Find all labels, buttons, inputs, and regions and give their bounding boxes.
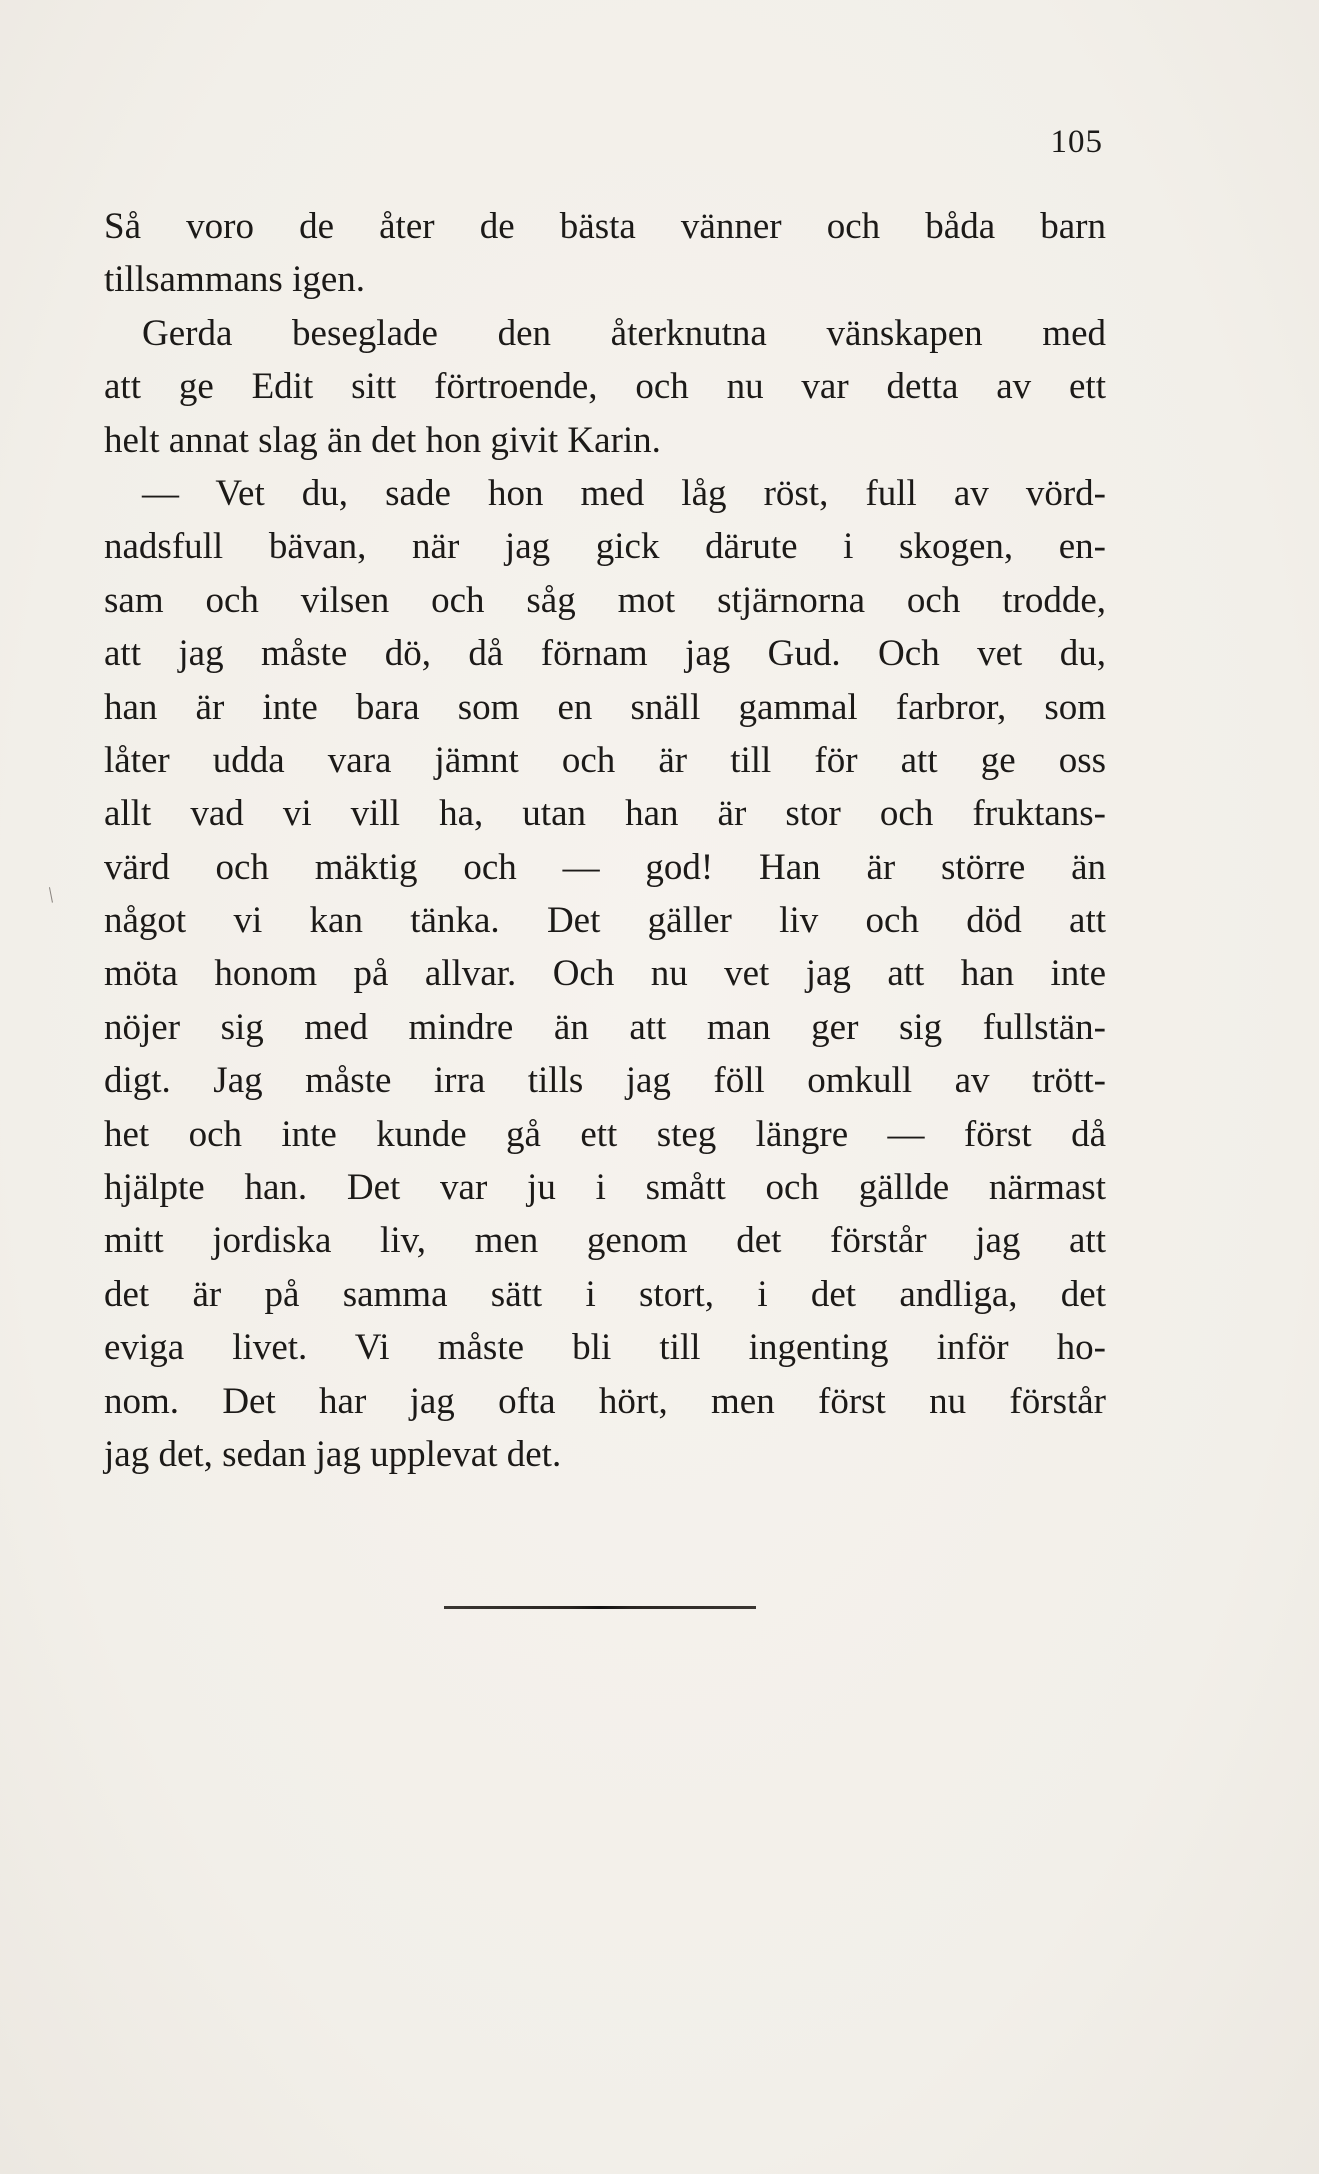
page-number: 105 xyxy=(1050,124,1103,160)
text-line: låter udda vara jämnt och är till för att ge oss xyxy=(104,739,1106,781)
text-line: det är på samma sätt i stort, i det andliga, det xyxy=(104,1273,1106,1315)
text-line: sam och vilsen och såg mot stjärnorna och trodde, xyxy=(104,579,1106,621)
text-line: helt annat slag än det hon givit Karin. xyxy=(104,419,661,461)
text-line: hjälpte han. Det var ju i smått och gällde närmast xyxy=(104,1167,1106,1209)
text-line: digt. Jag måste irra tills jag föll omkull av trött- xyxy=(104,1060,1106,1102)
chapter-end-rule xyxy=(444,1606,756,1609)
text-line: nöjer sig med mindre än att man ger sig fullstän- xyxy=(104,1006,1106,1048)
text-line: — Vet du, sade hon med låg röst, full av vörd- xyxy=(142,472,1106,514)
text-line: värd och mäktig och — god! Han är större än xyxy=(104,846,1106,888)
text-line: att jag måste dö, då förnam jag Gud. Och vet du, xyxy=(104,633,1106,675)
text-line: något vi kan tänka. Det gäller liv och död att xyxy=(104,900,1106,942)
text-line: möta honom på allvar. Och nu vet jag att han inte xyxy=(104,953,1106,995)
text-line: het och inte kunde gå ett steg längre — först då xyxy=(104,1113,1106,1155)
text-line: allt vad vi vill ha, utan han är stor och fruktans- xyxy=(104,793,1106,835)
text-line: nom. Det har jag ofta hört, men först nu förstår xyxy=(104,1380,1106,1422)
body-text xyxy=(104,200,1106,1481)
text-line: tillsammans igen. xyxy=(104,259,366,301)
margin-stray-mark: / xyxy=(41,882,60,907)
text-line: mitt jordiska liv, men genom det förstår jag att xyxy=(104,1220,1106,1262)
text-line: jag det, sedan jag upplevat det. xyxy=(104,1433,562,1475)
text-line: Gerda beseglade den återknutna vänskapen med xyxy=(142,312,1106,354)
text-line: han är inte bara som en snäll gammal farbror, som xyxy=(104,686,1106,728)
text-line: att ge Edit sitt förtroende, och nu var detta av ett xyxy=(104,366,1106,408)
text-line: nadsfull bävan, när jag gick därute i skogen, en- xyxy=(104,526,1106,568)
text-line: Så voro de åter de bästa vänner och båda barn xyxy=(104,206,1106,247)
text-line: eviga livet. Vi måste bli till ingenting inför ho- xyxy=(104,1327,1106,1369)
